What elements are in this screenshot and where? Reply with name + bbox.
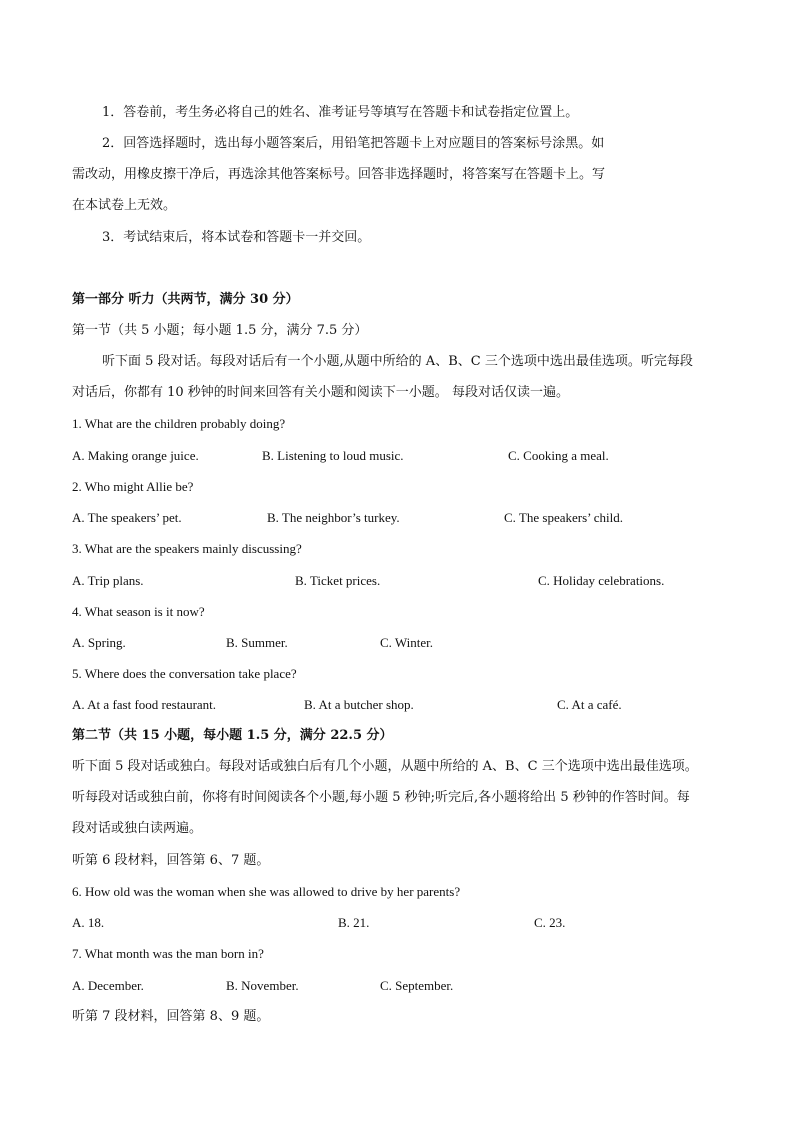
notice-item-2-line-1: 2．回答选择题时，选出每小题答案后，用铅笔把答题卡上对应题目的答案标号涂黑。如 (102, 136, 605, 151)
material-6-heading: 听第 6 段材料，回答第 6、7 题。 (72, 853, 270, 868)
option-c: C. Holiday celebrations. (538, 573, 665, 588)
option-b: B. 21. (338, 915, 370, 930)
option-a: A. The speakers’ pet. (72, 510, 182, 525)
option-c: C. 23. (534, 915, 566, 930)
part1-title: 第一部分 听力（共两节，满分 30 分） (72, 292, 299, 307)
section1-instructions-line-2: 对话后，你都有 10 秒钟的时间来回答有关小题和阅读下一小题。 每段对话仅读一遍。 (72, 385, 569, 400)
notice-item-2-line-3: 在本试卷上无效。 (72, 198, 177, 213)
section2-instructions-line-2: 听每段对话或独白前，你将有时间阅读各个小题,每小题 5 秒钟;听完后,各小题将给出 5 秒钟的作答时间。每 (72, 790, 690, 805)
question-stem: 2. Who might Allie be? (72, 479, 194, 494)
notice-item-2-line-2: 需改动，用橡皮擦干净后，再选涂其他答案标号。回答非选择题时，将答案写在答题卡上。写 (72, 167, 606, 182)
option-c: C. Winter. (380, 635, 434, 650)
material-7-heading: 听第 7 段材料，回答第 8、9 题。 (72, 1009, 270, 1024)
option-a: A. At a fast food restaurant. (72, 697, 217, 712)
option-b: B. Summer. (226, 635, 288, 650)
question-stem: 5. Where does the conversation take place? (72, 666, 297, 681)
question-stem: 3. What are the speakers mainly discussing? (72, 541, 302, 556)
notice-item-3: 3．考试结束后，将本试卷和答题卡一并交回。 (102, 230, 371, 245)
section1-instructions-line-1: 听下面 5 段对话。每段对话后有一个小题,从题中所给的 A、B、C 三个选项中选出最佳选项。听完每段 (102, 354, 693, 369)
option-b: B. Listening to loud music. (262, 448, 404, 463)
option-a: A. December. (72, 978, 144, 993)
option-a: A. Spring. (72, 635, 126, 650)
option-c: C. September. (380, 978, 454, 993)
section2-title: 第二节（共 15 小题，每小题 1.5 分，满分 22.5 分） (72, 728, 393, 743)
question-stem: 6. How old was the woman when she was allowed to drive by her parents? (72, 884, 461, 899)
option-a: A. Making orange juice. (72, 448, 199, 463)
section2-instructions-line-1: 听下面 5 段对话或独白。每段对话或独白后有几个小题，从题中所给的 A、B、C 三个选项中选出最佳选项。 (72, 759, 698, 774)
section1-title: 第一节（共 5 小题；每小题 1.5 分，满分 7.5 分） (72, 323, 368, 338)
question-stem: 4. What season is it now? (72, 604, 205, 619)
option-c: C. The speakers’ child. (504, 510, 624, 525)
option-b: B. The neighbor’s turkey. (267, 510, 400, 525)
option-b: B. Ticket prices. (295, 573, 381, 588)
notice-item-1: 1．答卷前，考生务必将自己的姓名、准考证号等填写在答题卡和试卷指定位置上。 (102, 105, 579, 120)
option-b: B. November. (226, 978, 299, 993)
option-c: C. At a café. (557, 697, 622, 712)
section2-instructions-line-3: 段对话或独白读两遍。 (72, 821, 203, 836)
option-a: A. Trip plans. (72, 573, 144, 588)
question-stem: 1. What are the children probably doing? (72, 416, 286, 431)
option-b: B. At a butcher shop. (304, 697, 414, 712)
option-a: A. 18. (72, 915, 105, 930)
question-stem: 7. What month was the man born in? (72, 946, 264, 961)
option-c: C. Cooking a meal. (508, 448, 609, 463)
